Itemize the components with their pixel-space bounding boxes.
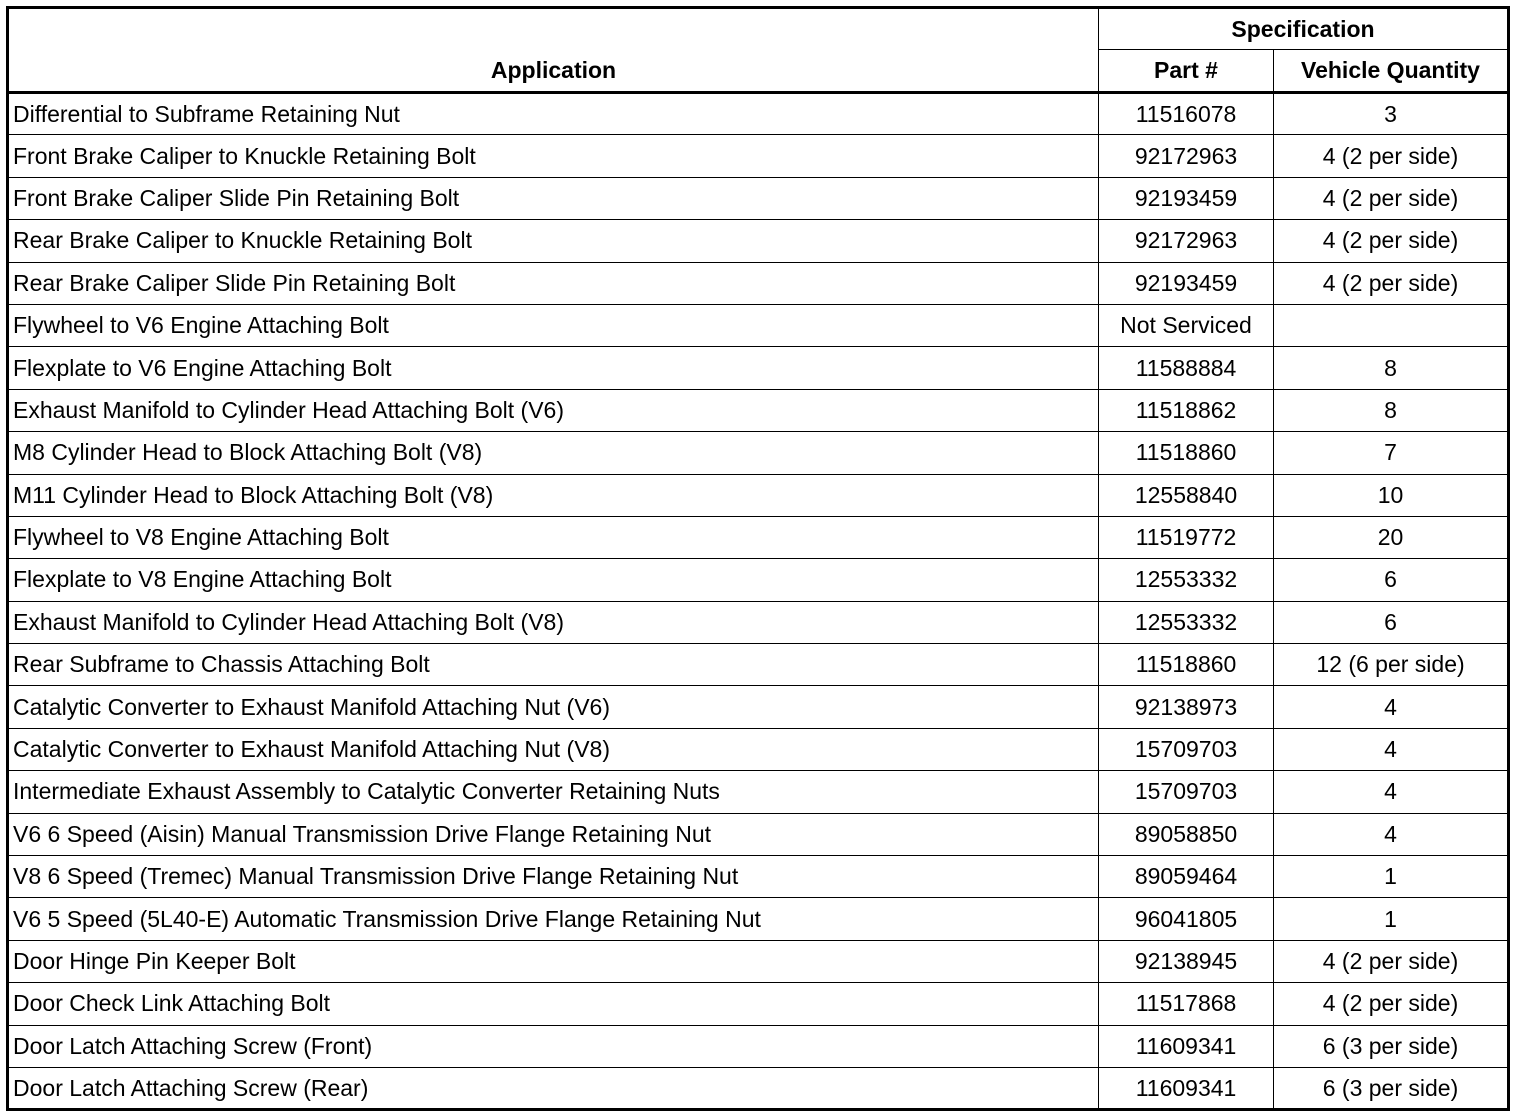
application-cell: Rear Brake Caliper to Knuckle Retaining Bolt	[8, 220, 1099, 262]
part-number-cell: 15709703	[1099, 771, 1274, 813]
table-row	[8, 983, 1509, 1025]
table-row	[8, 177, 1509, 219]
part-number-cell: 11518862	[1099, 389, 1274, 431]
application-cell: Flywheel to V8 Engine Attaching Bolt	[8, 516, 1099, 558]
table-row	[8, 644, 1509, 686]
table-row	[8, 474, 1509, 516]
application-cell: Exhaust Manifold to Cylinder Head Attaching Bolt (V6)	[8, 389, 1099, 431]
application-cell: Front Brake Caliper to Knuckle Retaining Bolt	[8, 135, 1099, 177]
part-number-cell: 11518860	[1099, 644, 1274, 686]
vehicle-quantity-cell: 4 (2 per side)	[1274, 983, 1509, 1025]
application-cell: Intermediate Exhaust Assembly to Catalytic Converter Retaining Nuts	[8, 771, 1099, 813]
header-application: Application	[8, 8, 1099, 93]
vehicle-quantity-cell: 4 (2 per side)	[1274, 220, 1509, 262]
part-number-cell: 92193459	[1099, 262, 1274, 304]
vehicle-quantity-cell: 6 (3 per side)	[1274, 1067, 1509, 1109]
table-row	[8, 771, 1509, 813]
vehicle-quantity-cell: 4	[1274, 728, 1509, 770]
vehicle-quantity-cell: 7	[1274, 432, 1509, 474]
part-number-cell: 11517868	[1099, 983, 1274, 1025]
application-cell: M8 Cylinder Head to Block Attaching Bolt (V8)	[8, 432, 1099, 474]
table-row	[8, 856, 1509, 898]
part-number-cell: 12558840	[1099, 474, 1274, 516]
table-row	[8, 262, 1509, 304]
table-row	[8, 813, 1509, 855]
part-number-cell: 11516078	[1099, 93, 1274, 135]
part-number-cell: 92172963	[1099, 220, 1274, 262]
table-row	[8, 686, 1509, 728]
vehicle-quantity-cell	[1274, 304, 1509, 346]
application-cell: Door Hinge Pin Keeper Bolt	[8, 940, 1099, 982]
table-row	[8, 304, 1509, 346]
part-number-cell: 92138945	[1099, 940, 1274, 982]
application-cell: V6 6 Speed (Aisin) Manual Transmission Drive Flange Retaining Nut	[8, 813, 1099, 855]
vehicle-quantity-cell: 8	[1274, 389, 1509, 431]
vehicle-quantity-cell: 6	[1274, 559, 1509, 601]
vehicle-quantity-cell: 1	[1274, 856, 1509, 898]
application-cell: Catalytic Converter to Exhaust Manifold Attaching Nut (V6)	[8, 686, 1099, 728]
table-row	[8, 728, 1509, 770]
table-row	[8, 347, 1509, 389]
part-number-cell: 12553332	[1099, 601, 1274, 643]
part-number-cell: 11519772	[1099, 516, 1274, 558]
part-number-cell: 92138973	[1099, 686, 1274, 728]
table-row	[8, 940, 1509, 982]
part-number-cell: 89059464	[1099, 856, 1274, 898]
application-cell: Front Brake Caliper Slide Pin Retaining Bolt	[8, 177, 1099, 219]
table-row	[8, 559, 1509, 601]
vehicle-quantity-cell: 8	[1274, 347, 1509, 389]
vehicle-quantity-cell: 1	[1274, 898, 1509, 940]
vehicle-quantity-cell: 4	[1274, 686, 1509, 728]
vehicle-quantity-cell: 6	[1274, 601, 1509, 643]
vehicle-quantity-cell: 4 (2 per side)	[1274, 177, 1509, 219]
part-number-cell: 92193459	[1099, 177, 1274, 219]
application-cell: Door Latch Attaching Screw (Rear)	[8, 1067, 1099, 1109]
application-cell: Rear Subframe to Chassis Attaching Bolt	[8, 644, 1099, 686]
table-header	[8, 8, 1509, 93]
part-number-cell: 11609341	[1099, 1025, 1274, 1067]
table-row	[8, 601, 1509, 643]
part-number-cell: 92172963	[1099, 135, 1274, 177]
table-row	[8, 93, 1509, 135]
part-number-cell: 15709703	[1099, 728, 1274, 770]
part-number-cell: 11609341	[1099, 1067, 1274, 1109]
vehicle-quantity-cell: 4	[1274, 771, 1509, 813]
table-row	[8, 432, 1509, 474]
application-cell: Flywheel to V6 Engine Attaching Bolt	[8, 304, 1099, 346]
vehicle-quantity-cell: 10	[1274, 474, 1509, 516]
part-number-cell: 11518860	[1099, 432, 1274, 474]
application-cell: Flexplate to V8 Engine Attaching Bolt	[8, 559, 1099, 601]
application-cell: V8 6 Speed (Tremec) Manual Transmission Drive Flange Retaining Nut	[8, 856, 1099, 898]
application-cell: Rear Brake Caliper Slide Pin Retaining Bolt	[8, 262, 1099, 304]
application-cell: M11 Cylinder Head to Block Attaching Bolt (V8)	[8, 474, 1099, 516]
application-cell: Catalytic Converter to Exhaust Manifold Attaching Nut (V8)	[8, 728, 1099, 770]
header-specification: Specification	[1099, 8, 1509, 50]
part-number-cell: 12553332	[1099, 559, 1274, 601]
vehicle-quantity-cell: 12 (6 per side)	[1274, 644, 1509, 686]
table-body	[8, 93, 1509, 1110]
table-row	[8, 898, 1509, 940]
application-cell: Exhaust Manifold to Cylinder Head Attaching Bolt (V8)	[8, 601, 1099, 643]
header-part-number: Part #	[1099, 50, 1274, 93]
vehicle-quantity-cell: 20	[1274, 516, 1509, 558]
table-row	[8, 389, 1509, 431]
application-cell: Door Latch Attaching Screw (Front)	[8, 1025, 1099, 1067]
part-number-cell: Not Serviced	[1099, 304, 1274, 346]
header-vehicle-quantity: Vehicle Quantity	[1274, 50, 1509, 93]
vehicle-quantity-cell: 4 (2 per side)	[1274, 135, 1509, 177]
fastener-spec-table	[6, 6, 1510, 1111]
vehicle-quantity-cell: 4 (2 per side)	[1274, 940, 1509, 982]
part-number-cell: 89058850	[1099, 813, 1274, 855]
table-row	[8, 220, 1509, 262]
application-cell: Flexplate to V6 Engine Attaching Bolt	[8, 347, 1099, 389]
part-number-cell: 96041805	[1099, 898, 1274, 940]
table-row	[8, 135, 1509, 177]
application-cell: V6 5 Speed (5L40-E) Automatic Transmission Drive Flange Retaining Nut	[8, 898, 1099, 940]
application-cell: Differential to Subframe Retaining Nut	[8, 93, 1099, 135]
vehicle-quantity-cell: 4	[1274, 813, 1509, 855]
part-number-cell: 11588884	[1099, 347, 1274, 389]
table-row	[8, 1025, 1509, 1067]
vehicle-quantity-cell: 4 (2 per side)	[1274, 262, 1509, 304]
vehicle-quantity-cell: 3	[1274, 93, 1509, 135]
table-row	[8, 1067, 1509, 1109]
vehicle-quantity-cell: 6 (3 per side)	[1274, 1025, 1509, 1067]
application-cell: Door Check Link Attaching Bolt	[8, 983, 1099, 1025]
table-row	[8, 516, 1509, 558]
